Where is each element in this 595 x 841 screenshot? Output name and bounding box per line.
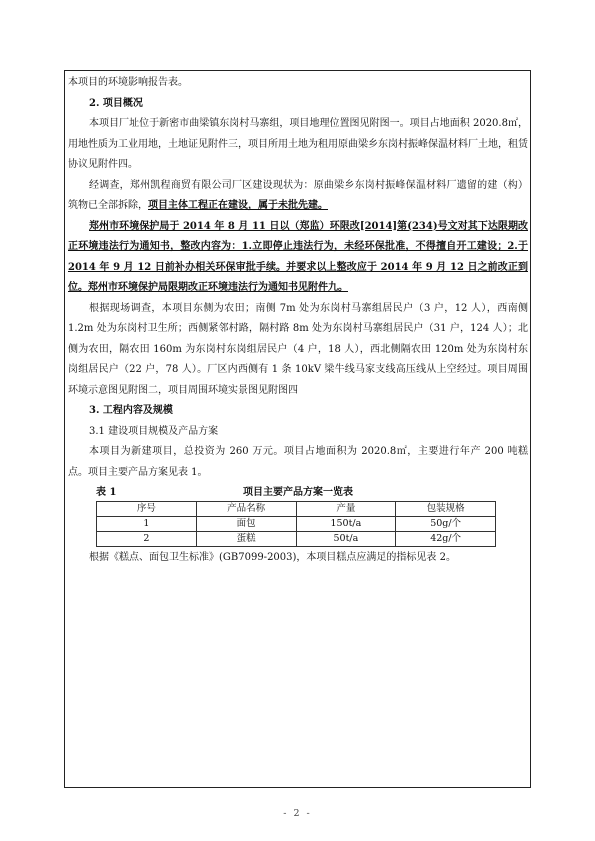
product-plan-table — [96, 501, 496, 547]
table-row — [97, 517, 496, 532]
paragraph-site-status — [68, 176, 528, 217]
table-header-row — [97, 502, 496, 517]
paragraph-investment: 本项目为新建项目，总投资为 260 万元。项目占地面积为 2020.8㎡，主要进行年产 200 吨糕点。项目主要产品方案见表 1。 — [68, 446, 528, 478]
paragraph-rectification-notice: 郑州市环境保护局于 2014 年 8 月 11 日以（郑监）环限改[2014]第(234)号文对其下达限期改正环境违法行为通知书，整改内容为：1.立即停止违法行为，未经环保批准，不得擅自开工建设；2.于 2014 年 9 月 12 日前补办相关环保审批手续。并要求以上整改应于 2014 年 9 月 12 日之前改正到位。郑州市环境保护局限期改正环境违法行为通知书见附件九。 — [68, 220, 528, 293]
table-caption — [68, 485, 528, 501]
cell-packaging: 50g/个 — [396, 517, 496, 532]
page-number: - 2 - — [283, 808, 312, 819]
paragraph-site-location: 本项目厂址位于新密市曲梁镇东岗村马寨组，项目地理位置图见附图一。项目占地面积 2020.8㎡，用地性质为工业用地，土地证见附件三，项目所用土地为租用原曲梁乡东岗村振峰保温材料厂土地，租赁协议见附件四。 — [68, 118, 528, 170]
cell-serial: 1 — [97, 517, 197, 532]
cell-product-name: 面包 — [196, 517, 296, 532]
header-packaging: 包装规格 — [396, 502, 496, 517]
header-product-name: 产品名称 — [196, 502, 296, 517]
section-heading-project-overview: 2. 项目概况 — [89, 97, 143, 109]
table-row — [97, 532, 496, 547]
unapproved-construction-note: 项目主体工程正在建设，属于未批先建。 — [148, 200, 328, 211]
cell-product-name: 蛋糕 — [196, 532, 296, 547]
subsection-heading-product-plan: 3.1 建设项目规模及产品方案 — [89, 425, 219, 437]
cell-output: 150t/a — [296, 517, 396, 532]
paragraph-hygiene-standard: 根据《糕点、面包卫生标准》(GB7099-2003)，本项目糕点应满足的指标见表 2。 — [89, 552, 456, 563]
header-output: 产量 — [296, 502, 396, 517]
cell-output: 50t/a — [296, 532, 396, 547]
cell-packaging: 42g/个 — [396, 532, 496, 547]
paragraph-surroundings: 根据现场调查，本项目东侧为农田；南侧 7m 处为东岗村马寨组居民户（3 户，12 人），西南侧 1.2m 处为东岗村卫生所；西侧紧邻村路，隔村路 8m 处为东岗村马寨组居民户（31 户，124 人）；北侧为农田，隔农田 160m 为东岗村东岗组居民户（4 户，18 人），西北侧隔农田 120m 处为东岗村东岗组居民户（22 户，78 人）。厂区内西侧有 1 条 10kV 梁牛线马家支线高压线从上空经过。项目周围环境示意图见附图二，项目周围环境实景图见附图四 — [68, 302, 528, 396]
header-serial: 序号 — [97, 502, 197, 517]
table-number: 表 1 — [96, 487, 117, 498]
document-body — [68, 73, 528, 569]
site-status-text: 经调查，郑州凯程商贸有限公司厂区建设现状为：原曲梁乡东岗村振峰保温材料厂遗留的建（构）筑物已全部拆除， — [68, 179, 528, 211]
table-title: 项目主要产品方案一览表 — [243, 487, 353, 498]
cell-serial: 2 — [97, 532, 197, 547]
section-heading-scope: 3. 工程内容及规模 — [89, 405, 173, 416]
paragraph-intro-tail: 本项目的环境影响报告表。 — [68, 77, 188, 88]
